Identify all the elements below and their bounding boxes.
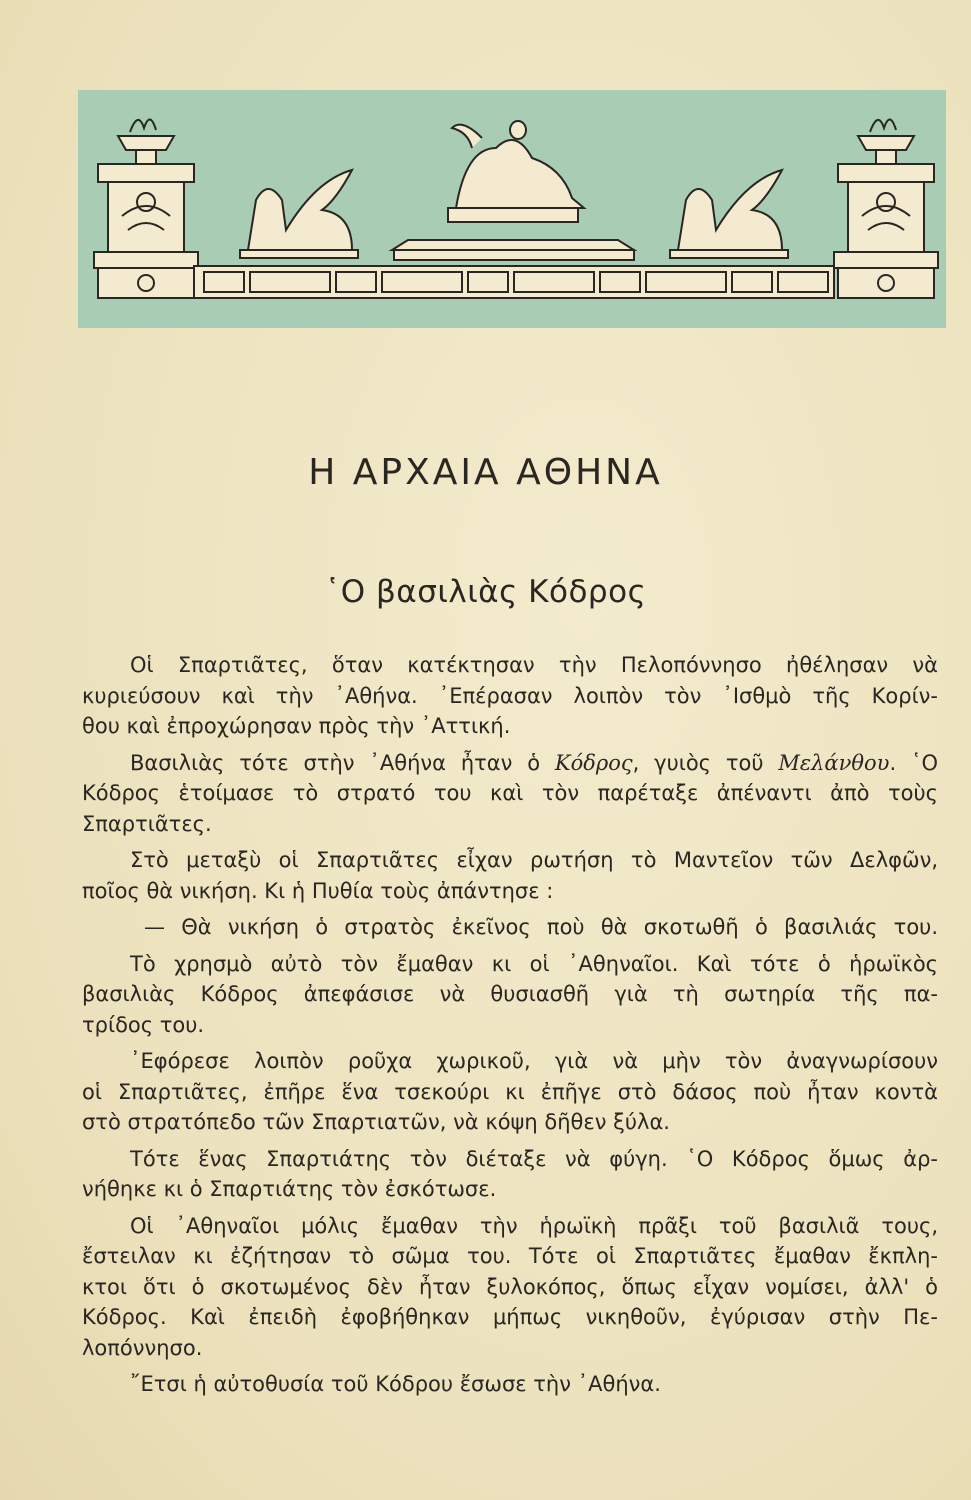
text-line: οἱ Σπαρτιᾶτες, ἐπῆρε ἕνα τσεκούρι κι ἐπῆγε στὸ δάσος ποὺ ἦταν κοντὰ bbox=[82, 1079, 938, 1104]
right-sphinx-icon bbox=[670, 170, 788, 258]
text-line: ᾿Εφόρεσε λοιπὸν ροῦχα χωρικοῦ, γιὰ νὰ μὴν τὸν ἀναγνωρίσουν bbox=[130, 1049, 938, 1073]
section-title: ῾Ο βασιλιὰς Κόδρος bbox=[324, 574, 647, 610]
classical-ornament-illustration bbox=[78, 90, 946, 328]
chapter-title: Η ΑΡΧΑΙΑ ΑΘΗΝΑ bbox=[308, 452, 663, 493]
text-line: ποῖος θὰ νικήση. Κι ἡ Πυθία τοὺς ἀπάντησε : bbox=[82, 878, 554, 903]
text-line: ἔστειλαν κι ἐζήτησαν τὸ σῶμα του. Τότε οἱ Σπαρτιᾶτες ἔμαθαν ἔκπλη- bbox=[82, 1244, 938, 1268]
text-line: ῎Ετσι ἡ αὐτοθυσία τοῦ Κόδρου ἔσωσε τὴν ᾿Αθήνα. bbox=[130, 1372, 661, 1396]
left-column-icon bbox=[94, 119, 198, 298]
right-column-icon bbox=[834, 119, 938, 298]
text-line: βασιλιὰς Κόδρος ἀπεφάσισε νὰ θυσιασθῆ γιὰ τὴ σωτηρία τῆς πα- bbox=[82, 982, 938, 1006]
story-text bbox=[82, 650, 938, 1400]
text-line: νήθηκε κι ὁ Σπαρτιάτης τὸν ἐσκότωσε. bbox=[82, 1177, 497, 1201]
central-figure-icon bbox=[392, 121, 634, 260]
text-line: Οἱ ᾿Αθηναῖοι μόλις ἔμαθαν τὴν ἡρωϊκὴ πρᾶξι τοῦ βασιλιᾶ τους, bbox=[130, 1213, 938, 1238]
text-line: θου καὶ ἐπροχώρησαν πρὸς τὴν ᾿Αττική. bbox=[82, 714, 511, 738]
italic-name-kodros: Κόδρος bbox=[554, 750, 633, 775]
decorative-banner bbox=[78, 90, 946, 328]
text-line: λοπόννησο. bbox=[82, 1335, 203, 1360]
text-line: Κόδρος. Καὶ ἐπειδὴ ἐφοβήθηκαν μήπως νικηθοῦν, ἐγύρισαν στὴν Πε- bbox=[82, 1305, 938, 1329]
left-sphinx-icon bbox=[240, 170, 358, 258]
text-line: Βασιλιὰς τότε στὴν ᾿Αθήνα ἦταν ὁ Κόδρος, γυιὸς τοῦ Μελάνθου. ῾Ο bbox=[130, 750, 938, 775]
oracle-quote: — Θὰ νικήση ὁ στρατὸς ἐκεῖνος ποὺ θὰ σκοτωθῆ ὁ βασιλιάς του. bbox=[144, 915, 938, 939]
text-line: στὸ στρατόπεδο τῶν Σπαρτιατῶν, νὰ κόψη δῆθεν ξύλα. bbox=[82, 1110, 670, 1134]
italic-name-melanthos: Μελάνθου bbox=[778, 750, 890, 775]
text-line: Οἱ Σπαρτιᾶτες, ὅταν κατέκτησαν τὴν Πελοπόννησο ἠθέλησαν νὰ bbox=[130, 653, 938, 677]
frieze-icon bbox=[194, 266, 834, 298]
text-line: τρίδος του. bbox=[82, 1012, 205, 1037]
text-line: Τότε ἕνας Σπαρτιάτης τὸν διέταξε νὰ φύγη. ῾Ο Κόδρος ὅμως ἀρ- bbox=[130, 1146, 938, 1171]
text-line: κτοι ὅτι ὁ σκοτωμένος δὲν ἦταν ξυλοκόπος, ὅπως εἶχαν νομίσει, ἀλλ' ὁ bbox=[82, 1274, 938, 1299]
text-line: κυριεύσουν καὶ τὴν ᾿Αθήνα. ᾿Επέρασαν λοιπὸν τὸν ᾿Ισθμὸ τῆς Κορίν- bbox=[82, 683, 938, 708]
text-line: Κόδρος ἑτοίμασε τὸ στρατό του καὶ τὸν παρέταξε ἀπέναντι ἀπὸ τοὺς bbox=[82, 781, 938, 805]
text-line: Στὸ μεταξὺ οἱ Σπαρτιᾶτες εἶχαν ρωτήση τὸ Μαντεῖον τῶν Δελφῶν, bbox=[130, 848, 938, 872]
text-line: Σπαρτιᾶτες. bbox=[82, 811, 212, 836]
text-line: Τὸ χρησμὸ αὐτὸ τὸν ἔμαθαν κι οἱ ᾿Αθηναῖοι. Καὶ τότε ὁ ἡρωϊκὸς bbox=[130, 951, 938, 976]
